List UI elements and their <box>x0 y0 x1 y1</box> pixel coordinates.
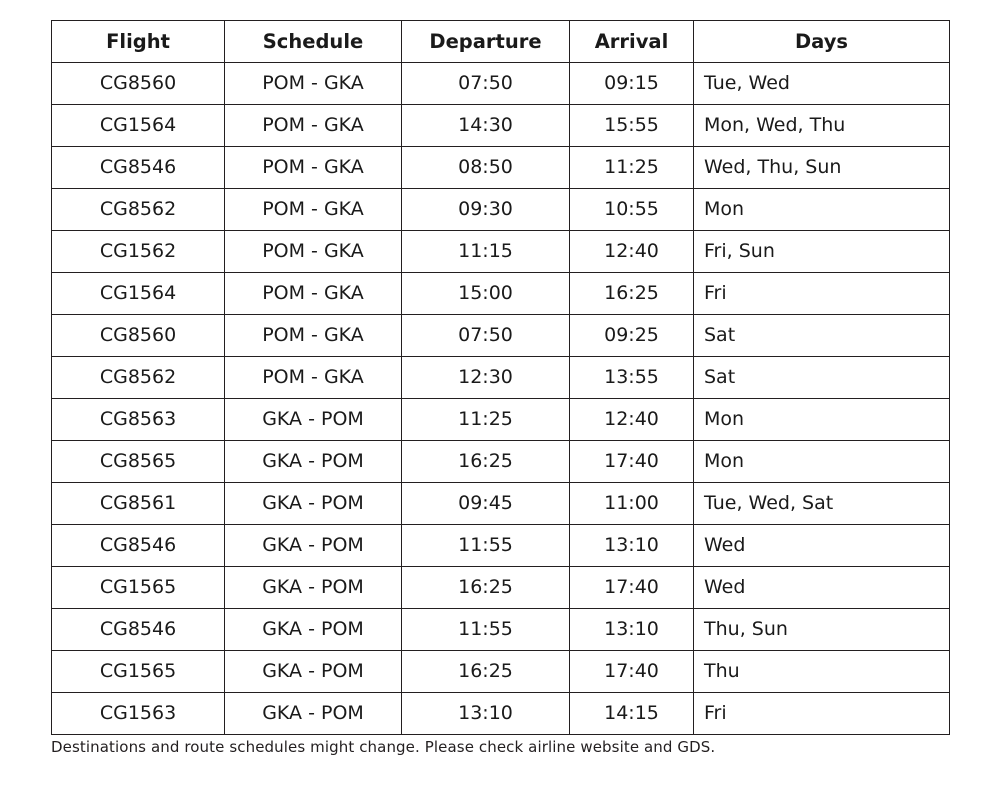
cell-flight: CG8563 <box>52 399 225 441</box>
flight-schedule-table-container <box>51 20 949 735</box>
cell-departure: 11:55 <box>402 525 570 567</box>
cell-schedule: GKA - POM <box>225 525 402 567</box>
cell-departure: 13:10 <box>402 693 570 735</box>
cell-flight: CG8546 <box>52 147 225 189</box>
table-row <box>52 483 950 525</box>
table-row <box>52 189 950 231</box>
table-row <box>52 147 950 189</box>
cell-departure: 14:30 <box>402 105 570 147</box>
column-header-schedule: Schedule <box>225 21 402 63</box>
column-header-arrival: Arrival <box>570 21 694 63</box>
cell-schedule: GKA - POM <box>225 441 402 483</box>
cell-days: Thu, Sun <box>694 609 950 651</box>
table-header <box>52 21 950 63</box>
cell-departure: 15:00 <box>402 273 570 315</box>
cell-days: Wed <box>694 567 950 609</box>
cell-flight: CG8560 <box>52 63 225 105</box>
cell-flight: CG8562 <box>52 357 225 399</box>
cell-arrival: 13:10 <box>570 609 694 651</box>
table-row <box>52 651 950 693</box>
cell-arrival: 13:10 <box>570 525 694 567</box>
cell-departure: 11:15 <box>402 231 570 273</box>
cell-schedule: GKA - POM <box>225 651 402 693</box>
cell-days: Thu <box>694 651 950 693</box>
cell-flight: CG1564 <box>52 105 225 147</box>
cell-schedule: GKA - POM <box>225 567 402 609</box>
cell-days: Mon <box>694 399 950 441</box>
cell-arrival: 13:55 <box>570 357 694 399</box>
cell-days: Wed <box>694 525 950 567</box>
cell-schedule: POM - GKA <box>225 105 402 147</box>
table-row <box>52 525 950 567</box>
cell-arrival: 11:25 <box>570 147 694 189</box>
cell-days: Fri <box>694 693 950 735</box>
cell-flight: CG1565 <box>52 651 225 693</box>
cell-schedule: POM - GKA <box>225 273 402 315</box>
cell-arrival: 12:40 <box>570 399 694 441</box>
cell-days: Mon <box>694 189 950 231</box>
cell-flight: CG8560 <box>52 315 225 357</box>
cell-arrival: 10:55 <box>570 189 694 231</box>
cell-flight: CG1562 <box>52 231 225 273</box>
cell-departure: 16:25 <box>402 651 570 693</box>
cell-arrival: 17:40 <box>570 441 694 483</box>
column-header-days: Days <box>694 21 950 63</box>
cell-flight: CG8562 <box>52 189 225 231</box>
cell-arrival: 14:15 <box>570 693 694 735</box>
table-row <box>52 63 950 105</box>
cell-arrival: 17:40 <box>570 651 694 693</box>
cell-schedule: GKA - POM <box>225 609 402 651</box>
cell-schedule: GKA - POM <box>225 483 402 525</box>
cell-days: Mon <box>694 441 950 483</box>
table-body <box>52 63 950 735</box>
cell-days: Tue, Wed, Sat <box>694 483 950 525</box>
table-row <box>52 693 950 735</box>
cell-departure: 09:45 <box>402 483 570 525</box>
cell-flight: CG8546 <box>52 525 225 567</box>
table-row <box>52 609 950 651</box>
cell-departure: 11:25 <box>402 399 570 441</box>
cell-days: Mon, Wed, Thu <box>694 105 950 147</box>
cell-schedule: POM - GKA <box>225 147 402 189</box>
cell-flight: CG8561 <box>52 483 225 525</box>
cell-arrival: 09:25 <box>570 315 694 357</box>
table-row <box>52 441 950 483</box>
cell-schedule: POM - GKA <box>225 189 402 231</box>
cell-departure: 07:50 <box>402 63 570 105</box>
cell-flight: CG1565 <box>52 567 225 609</box>
cell-flight: CG1564 <box>52 273 225 315</box>
cell-schedule: POM - GKA <box>225 231 402 273</box>
cell-departure: 12:30 <box>402 357 570 399</box>
cell-days: Fri, Sun <box>694 231 950 273</box>
cell-flight: CG8546 <box>52 609 225 651</box>
cell-days: Wed, Thu, Sun <box>694 147 950 189</box>
footnote-text: Destinations and route schedules might change. Please check airline website and GDS. <box>51 738 716 756</box>
table-row <box>52 273 950 315</box>
cell-flight: CG8565 <box>52 441 225 483</box>
cell-days: Tue, Wed <box>694 63 950 105</box>
table-row <box>52 105 950 147</box>
cell-arrival: 11:00 <box>570 483 694 525</box>
flight-schedule-table <box>51 20 950 735</box>
cell-departure: 08:50 <box>402 147 570 189</box>
cell-arrival: 17:40 <box>570 567 694 609</box>
cell-departure: 11:55 <box>402 609 570 651</box>
cell-arrival: 16:25 <box>570 273 694 315</box>
table-row <box>52 315 950 357</box>
cell-schedule: POM - GKA <box>225 63 402 105</box>
cell-schedule: GKA - POM <box>225 399 402 441</box>
column-header-flight: Flight <box>52 21 225 63</box>
table-row <box>52 399 950 441</box>
cell-days: Sat <box>694 315 950 357</box>
table-row <box>52 357 950 399</box>
cell-departure: 16:25 <box>402 441 570 483</box>
column-header-departure: Departure <box>402 21 570 63</box>
table-row <box>52 567 950 609</box>
cell-schedule: POM - GKA <box>225 357 402 399</box>
cell-departure: 16:25 <box>402 567 570 609</box>
cell-days: Fri <box>694 273 950 315</box>
cell-arrival: 12:40 <box>570 231 694 273</box>
table-row <box>52 231 950 273</box>
cell-arrival: 15:55 <box>570 105 694 147</box>
cell-schedule: GKA - POM <box>225 693 402 735</box>
cell-flight: CG1563 <box>52 693 225 735</box>
cell-departure: 07:50 <box>402 315 570 357</box>
cell-departure: 09:30 <box>402 189 570 231</box>
table-header-row <box>52 21 950 63</box>
cell-arrival: 09:15 <box>570 63 694 105</box>
cell-days: Sat <box>694 357 950 399</box>
cell-schedule: POM - GKA <box>225 315 402 357</box>
